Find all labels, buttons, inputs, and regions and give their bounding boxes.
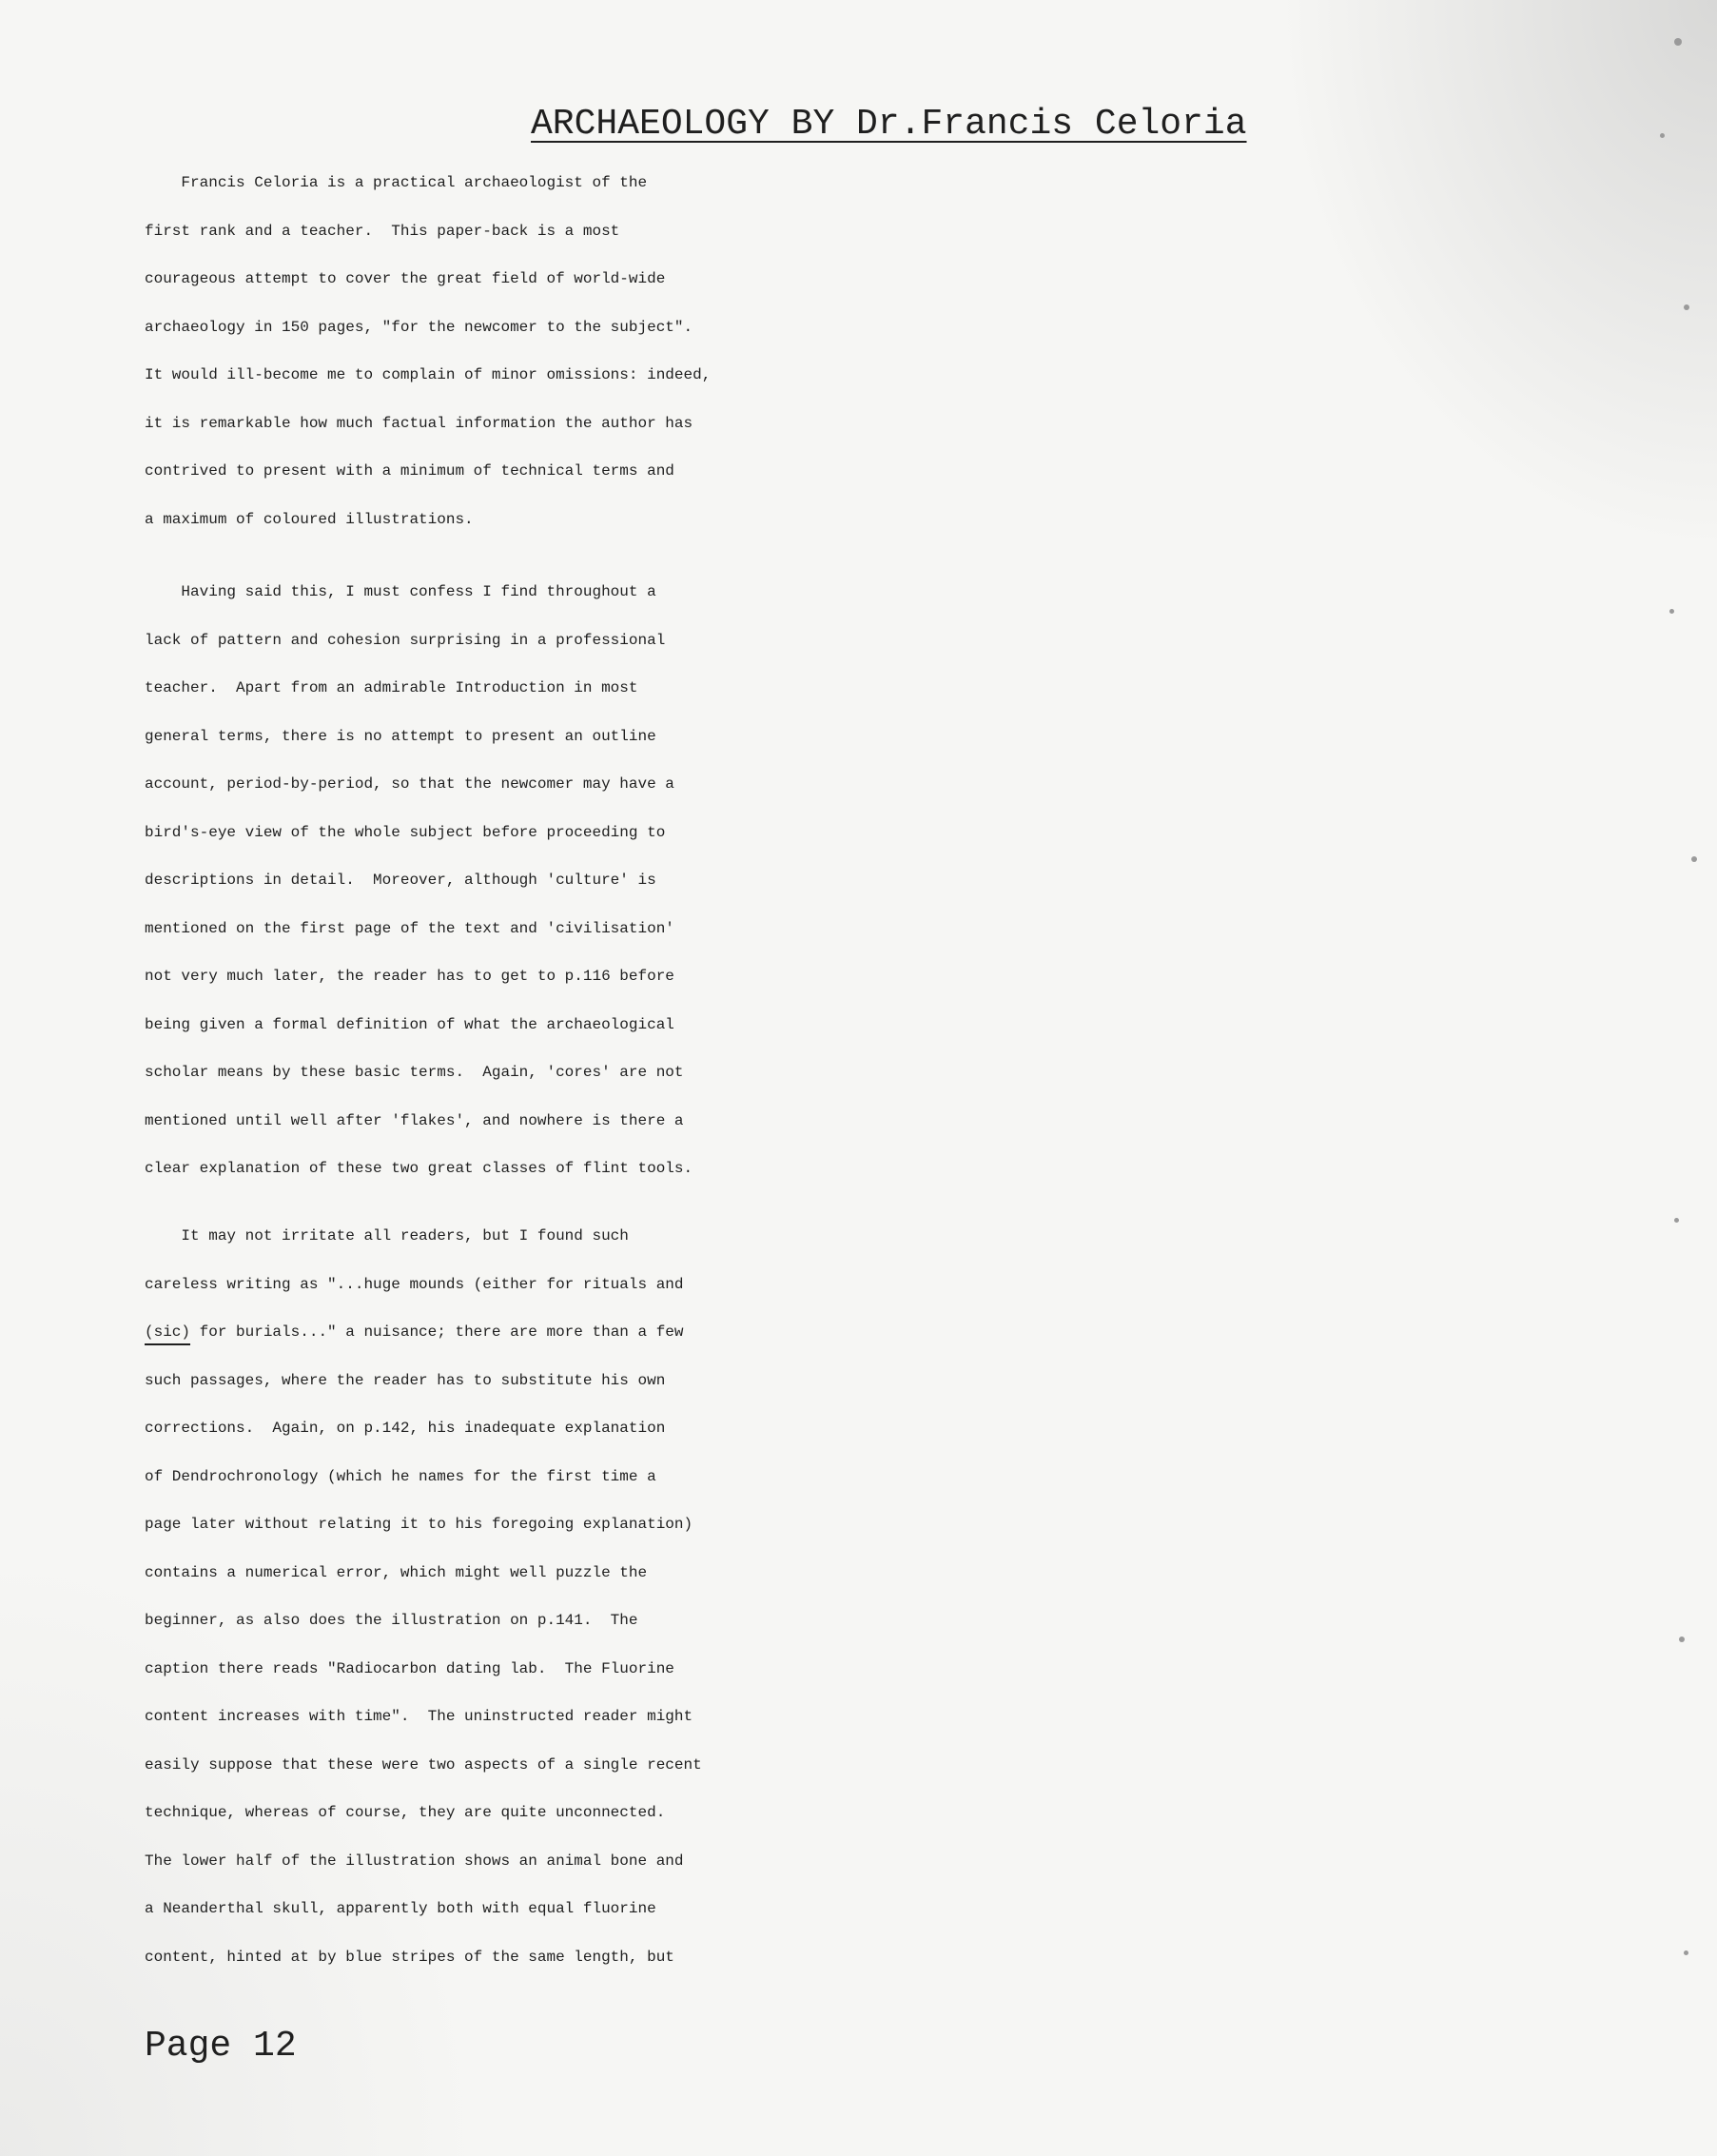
- text-line: a maximum of coloured illustrations.: [145, 510, 474, 528]
- text-line: content, hinted at by blue stripes of the same length, but: [145, 1948, 674, 1966]
- text-line: being given a formal definition of what the archaeological: [145, 1015, 674, 1033]
- speck: [1674, 38, 1682, 46]
- text-line: general terms, there is no attempt to present an outline: [145, 727, 656, 745]
- paragraph-1: [145, 174, 711, 559]
- text-line-with-sic: [145, 1323, 702, 1372]
- text-line: teacher. Apart from an admirable Introduction in most: [145, 679, 638, 696]
- speck: [1691, 856, 1697, 862]
- speck: [1684, 1950, 1688, 1955]
- sic-marker: (sic): [145, 1323, 191, 1341]
- text-line: mentioned until well after 'flakes', and nowhere is there a: [145, 1111, 684, 1129]
- speck: [1674, 1218, 1679, 1223]
- text-line: corrections. Again, on p.142, his inadequate explanation: [145, 1420, 666, 1437]
- text-line: caption there reads "Radiocarbon dating lab. The Fluorine: [145, 1659, 674, 1677]
- text-fragment: for burials..." a nuisance; there are more than a few: [190, 1323, 684, 1341]
- text-line: contrived to present with a minimum of technical terms and: [145, 462, 674, 480]
- text-line: descriptions in detail. Moreover, although 'culture' is: [145, 872, 656, 889]
- text-line: easily suppose that these were two aspects of a single recent: [145, 1755, 702, 1774]
- text-line: careless writing as "...huge mounds (either for rituals and: [145, 1275, 684, 1293]
- text-line: mentioned on the first page of the text and 'civilisation': [145, 919, 674, 937]
- speck: [1679, 1637, 1685, 1642]
- text-line: The lower half of the illustration shows an animal bone and: [145, 1852, 684, 1870]
- text-line: first rank and a teacher. This paper-back is a most: [145, 222, 620, 240]
- text-line: content increases with time". The uninstructed reader might: [145, 1708, 693, 1725]
- text-line: not very much later, the reader has to get to p.116 before: [145, 968, 674, 985]
- text-line: bird's-eye view of the whole subject before proceeding to: [145, 823, 666, 841]
- paragraph-3: [145, 1227, 702, 1996]
- speck: [1669, 609, 1674, 614]
- text-line: account, period-by-period, so that the newcomer may have a: [145, 775, 674, 793]
- text-line: of Dendrochronology (which he names for the first time a: [145, 1467, 656, 1485]
- text-line: archaeology in 150 pages, "for the newcomer to the subject".: [145, 318, 693, 336]
- text-line: clear explanation of these two great classes of flint tools.: [145, 1160, 693, 1177]
- text-line: Having said this, I must confess I find throughout a: [145, 583, 656, 600]
- text-line: such passages, where the reader has to substitute his own: [145, 1371, 666, 1389]
- text-line: It would ill-become me to complain of minor omissions: indeed,: [145, 366, 712, 383]
- article-title: ARCHAEOLOGY BY Dr.Francis Celoria: [531, 104, 1247, 145]
- text-line: lack of pattern and cohesion surprising in a professional: [145, 631, 666, 649]
- text-line: technique, whereas of course, they are quite unconnected.: [145, 1804, 666, 1821]
- text-line: contains a numerical error, which might well puzzle the: [145, 1563, 648, 1581]
- text-line: a Neanderthal skull, apparently both with equal fluorine: [145, 1900, 656, 1917]
- text-line: it is remarkable how much factual information the author has: [145, 414, 693, 432]
- paragraph-2: [145, 583, 693, 1208]
- text-line: beginner, as also does the illustration on p.141. The: [145, 1612, 638, 1629]
- text-line: Francis Celoria is a practical archaeologist of the: [145, 174, 648, 191]
- text-line: page later without relating it to his foregoing explanation): [145, 1516, 693, 1533]
- speck: [1684, 304, 1689, 310]
- text-line: scholar means by these basic terms. Again, 'cores' are not: [145, 1064, 684, 1081]
- text-line: courageous attempt to cover the great field of world-wide: [145, 270, 666, 287]
- speck: [1660, 133, 1665, 138]
- text-line: It may not irritate all readers, but I found such: [145, 1227, 629, 1245]
- page-number: Page 12: [145, 2026, 297, 2067]
